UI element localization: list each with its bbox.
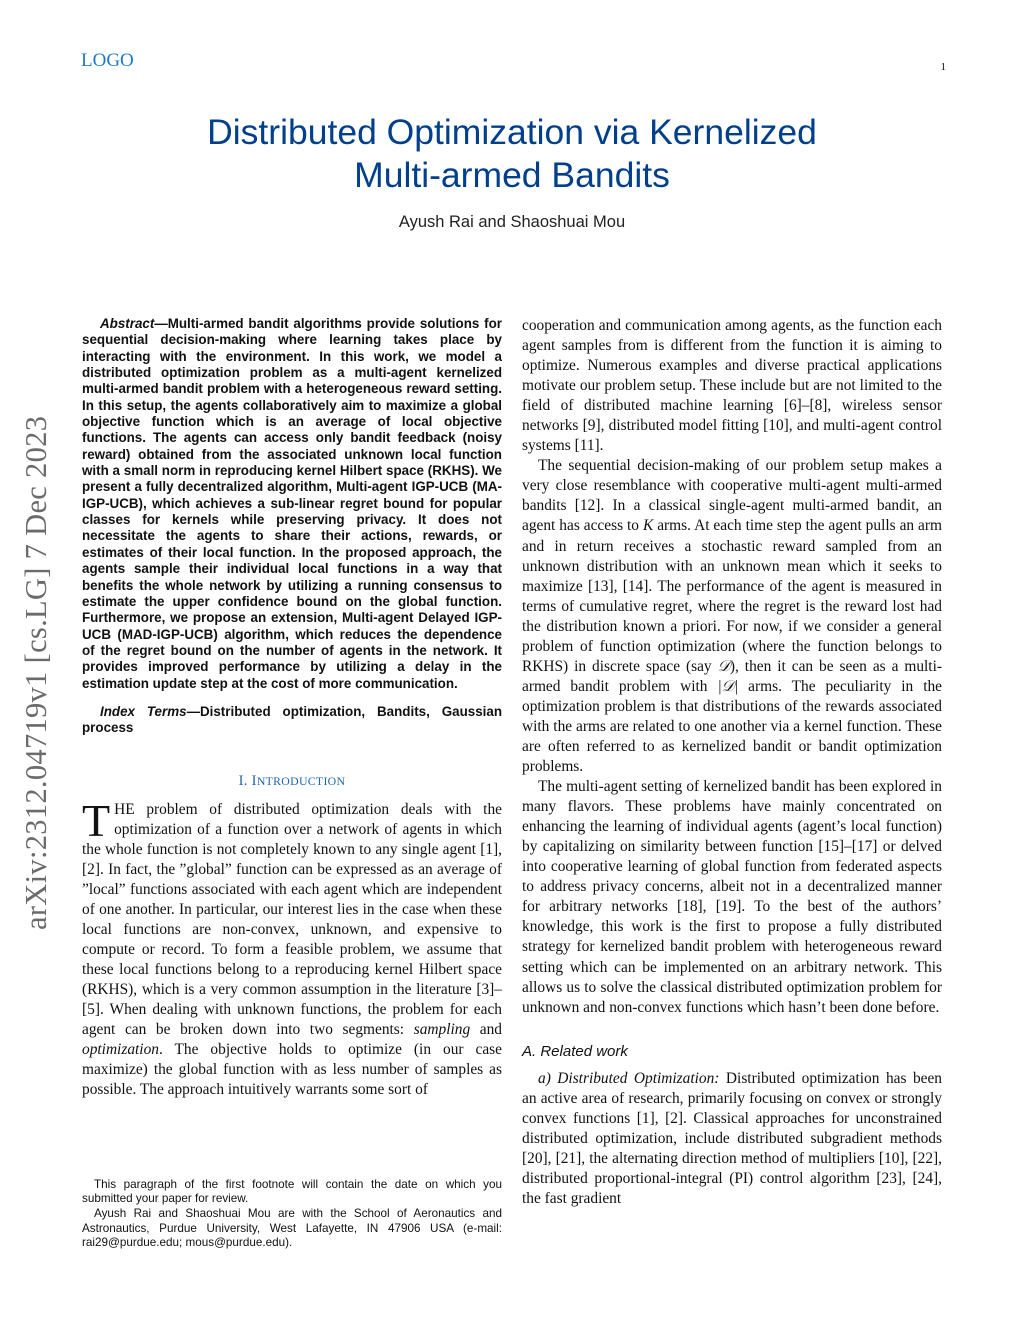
abstract-dash: —	[154, 316, 168, 331]
para4-head: a) Distributed Optimization:	[538, 1069, 720, 1087]
intro-and: and	[479, 1021, 502, 1039]
page-number: 1	[940, 61, 946, 73]
p2-absD: |𝒟|	[717, 677, 739, 695]
abstract	[82, 316, 502, 692]
section-heading-introduction	[82, 773, 502, 790]
body-paragraph-4	[522, 1069, 942, 1209]
arxiv-stamp: arXiv:2312.04719v1 [cs.LG] 7 Dec 2023	[19, 415, 53, 930]
title-line-1: Distributed Optimization via Kernelized	[207, 112, 817, 152]
dropcap: T	[82, 794, 111, 846]
intro-paragraph	[82, 794, 502, 1101]
index-terms-label: Index Terms	[100, 703, 187, 719]
right-column	[522, 316, 942, 1209]
body-paragraph-2	[522, 456, 942, 777]
left-column	[82, 316, 502, 1100]
p2-b: arms. At each time step the agent pulls an arm and in return receives a stochastic reward sampled from an unknown distribution with an unknown mean which it seeks to maximize [13], [14]. The performance of the agent is measured in terms of cumulative regret, where the regret is the reward lost had the distribution known a priori. For now, if we consider a general problem of function optimization (where the function belongs to RKHS) in discrete space (say	[522, 517, 942, 675]
section-numeral: I.	[238, 772, 248, 789]
intro-em-optimization: optimization	[82, 1041, 159, 1059]
intro-tail: . The objective holds to optimize (in our case maximize) the global function with as less number of samples as possible. The approach intuitively warrants some sort of	[82, 1041, 502, 1099]
abstract-label: Abstract	[100, 316, 155, 331]
title-line-2: Multi-armed Bandits	[354, 155, 670, 195]
footnote-1: This paragraph of the first footnote will contain the date on which you submitted your paper for review.	[82, 1178, 502, 1206]
abstract-text: Multi-armed bandit algorithms provide solutions for sequential decision-making where learning takes place by interacting with the environment. In this work, we model a distributed optimization problem as a multi-agent kernelized multi-armed bandit problem with a heterogeneous reward setting. In this setup, the agents collaboratively aim to maximize a global objective function which is an average of local objective functions. The agents can access only bandit feedback (noisy reward) obtained from the associated unknown local function with a small norm in reproducing kernel Hilbert space (RKHS). We present a fully decentralized algorithm, Multi-agent IGP-UCB (MA-IGP-UCB), which achieves a sub-linear regret bound for popular classes for kernels while preserving privacy. It does not necessitate the agents to share their actions, rewards, or estimates of their local function. In the proposed approach, the agents sample their individual local functions in a way that benefits the whole network by utilizing a running consensus to estimate the upper confidence bound on the global function. Furthermore, we propose an extension, Multi-agent Delayed IGP-UCB (MAD-IGP-UCB) algorithm, which reduces the dependence of the regret bound on the number of agents in the network. It provides improved performance by utilizing a delay in the estimation update step at the cost of more communication.	[82, 316, 502, 691]
logo: LOGO	[81, 50, 134, 71]
body-paragraph-1: cooperation and communication among agents, as the function each agent samples from is different from the function it is aiming to optimize. Numerous examples and diverse practical applications motivate our problem setup. These include but are not limited to the field of distributed machine learning [6]–[8], wireless sensor networks [9], distributed model fitting [10], and multi-agent control systems [11].	[522, 317, 942, 455]
p2-D: 𝒟	[717, 657, 730, 675]
p2-a: The sequential decision-making of our problem setup makes a very close resemblance with cooperative multi-agent multi-armed bandits [12]. In a classical single-agent multi-armed bandit, an agent has access to	[522, 457, 942, 535]
p2-d: arms. The peculiarity in the optimization problem is that distributions of the rewards associated with the arms are related to one another via a kernel function. These are often referred to as kernelized bandit or bandit optimization problems.	[522, 677, 942, 776]
footnotes	[82, 1178, 502, 1251]
subsection-related-work: A. Related work	[522, 1042, 628, 1060]
index-terms-dash: —	[186, 703, 200, 719]
p2-K: K	[642, 517, 654, 535]
body-paragraph-3: The multi-agent setting of kernelized bandit has been explored in many flavors. These problems have mainly concentrated on enhancing the learning of individual agents (agent’s local function) by capitalizing on similarity between function [15]–[17] or delved into cooperative learning of global function from federated aspects to address privacy concerns, albeit not in a decentralized manner for arbitrary networks [18], [19]. To the best of the authors’ knowledge, this work is the first to propose a fully distributed strategy for kernelized bandit problem with heterogeneous reward setting which can be implemented on an arbitrary network. This allows us to solve the classical distributed optimization problem for unknown and non-convex functions which hasn’t been done before.	[522, 778, 942, 1016]
footnote-2: Ayush Rai and Shaoshuai Mou are with the School of Aeronautics and Astronautics, Purdue University, West Lafayette, IN 47906 USA (e-mail: rai29@purdue.edu; mous@purdue.edu).	[82, 1207, 502, 1249]
p2-c: ), then it can be seen as a multi-armed bandit problem with	[522, 657, 942, 695]
index-terms-text: Distributed optimization, Bandits, Gaussian process	[82, 703, 503, 736]
para4-text: Distributed optimization has been an active area of research, primarily focusing on convex or strongly convex functions [1], [2]. Classical approaches for unconstrained distributed optimization, include distributed subgradient methods [20], [21], the alternating direction method of multipliers [10], [22], distributed proportional-integral (PI) control algorithm [23], [24], the fast gradient	[522, 1069, 942, 1207]
intro-em-sampling: sampling	[413, 1021, 471, 1039]
authors: Ayush Rai and Shaoshuai Mou	[398, 213, 626, 231]
section-title-first: I	[251, 772, 257, 789]
index-terms	[82, 704, 502, 737]
section-title-rest: NTRODUCTION	[256, 773, 346, 788]
intro-lead: HE problem of distributed optimization deals with the optimization of a function over a network of agents in which the whole function is not completely known to any single agent [1], [2]. In fact, the ”global” function can be expressed as an average of ”local” functions associated with each agent which are independent of one another. In particular, our interest lies in the case when these local functions are non-convex, unknown, and expensive to compute or record. To form a feasible problem, we assume that these local functions belong to a reproducing kernel Hilbert space (RKHS), which is a very common assumption in the literature [3]–[5]. When dealing with unknown functions, the problem for each agent can be broken down into two segments:	[82, 800, 502, 1039]
paper-title	[100, 111, 924, 197]
